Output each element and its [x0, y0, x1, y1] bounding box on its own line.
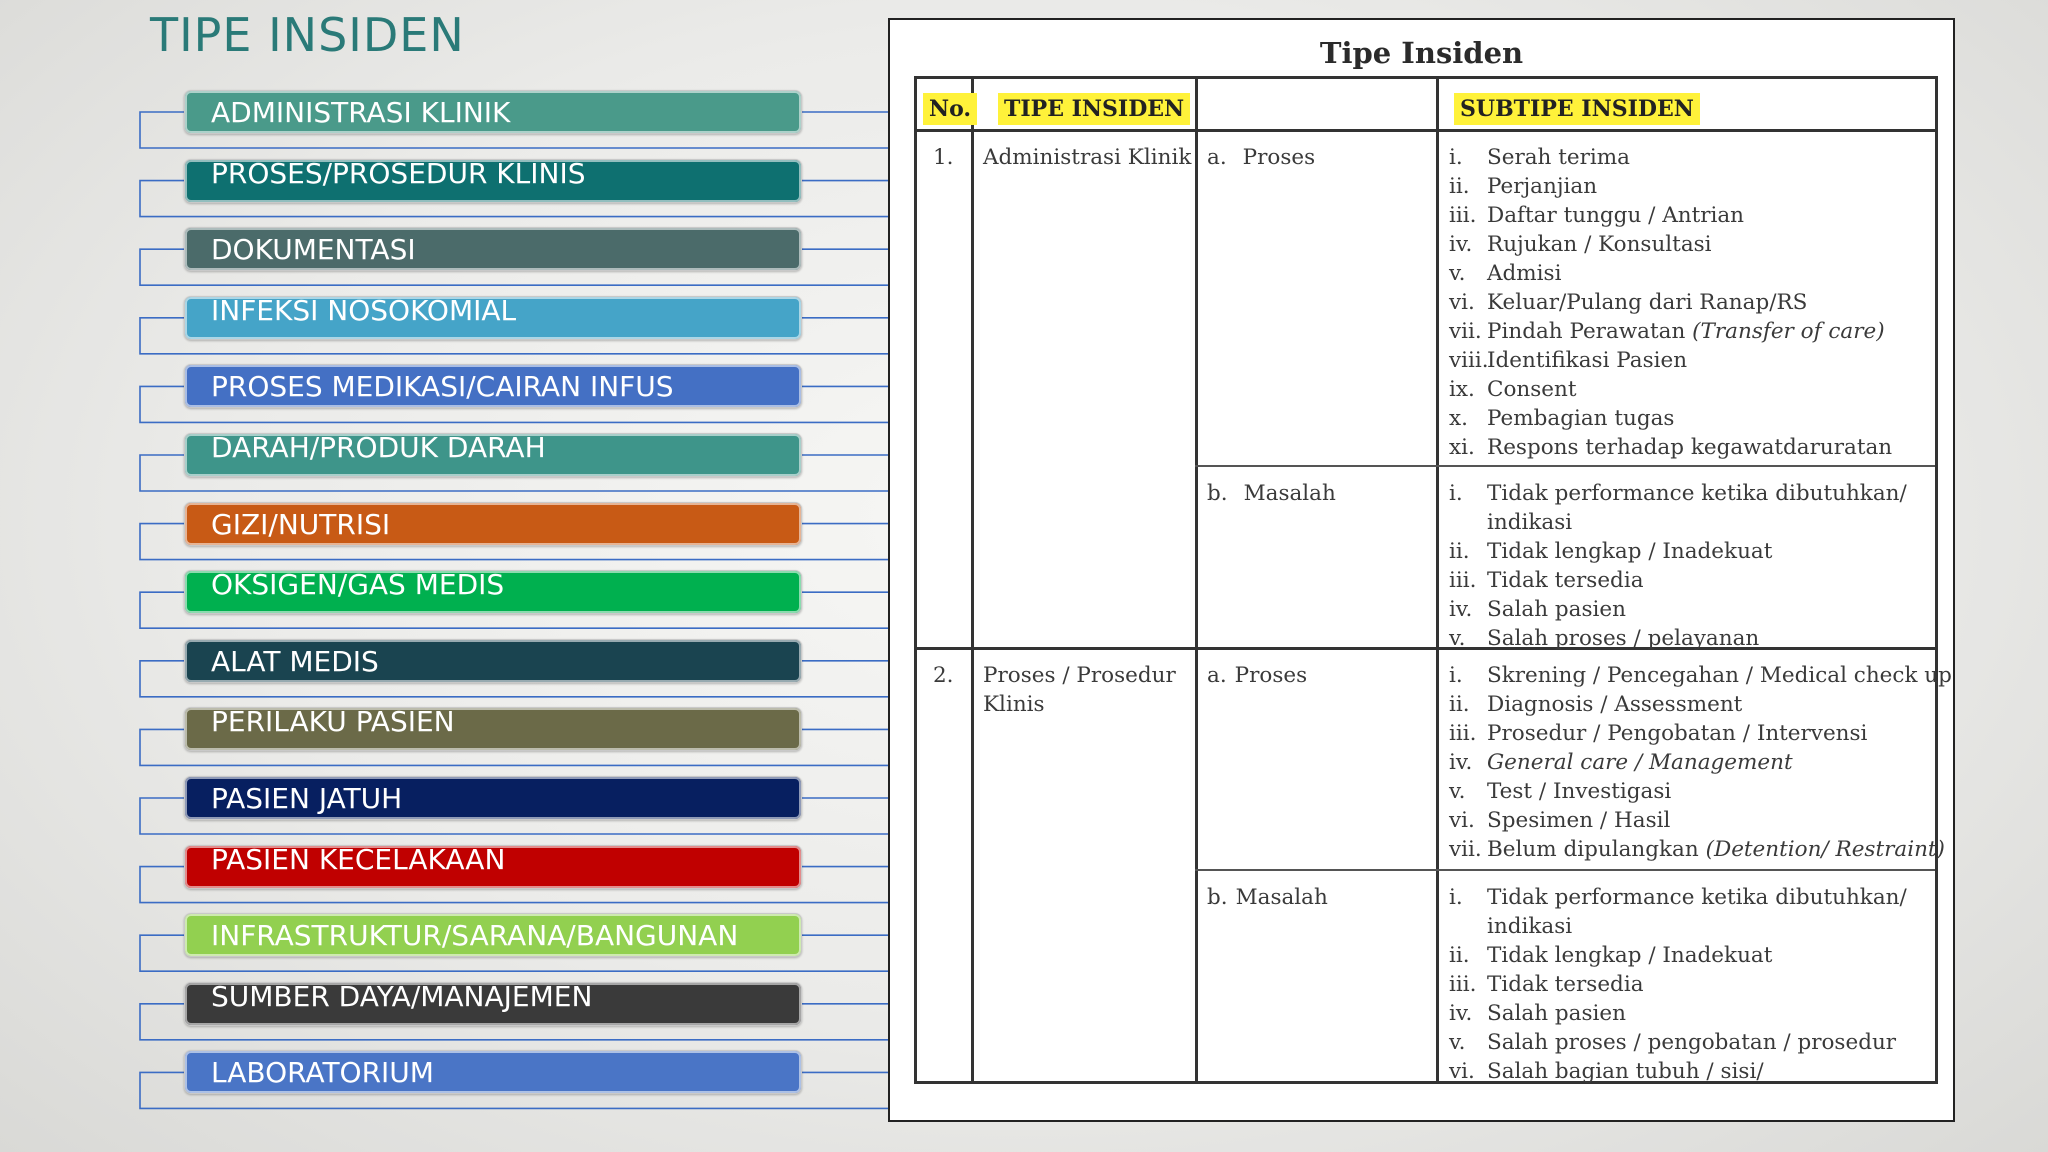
- item-numeral: ii.: [1449, 943, 1470, 968]
- subtype-item: [1449, 288, 1933, 317]
- subtype-item: [1449, 999, 1933, 1028]
- subtype-item: [1449, 143, 1933, 172]
- item-text: Salah pasien: [1487, 1001, 1626, 1026]
- category-label: GIZI/NUTRISI: [211, 507, 391, 541]
- row-number: 2.: [933, 663, 954, 688]
- subtype-list: [1449, 479, 1933, 653]
- item-text: Tidak tersedia: [1487, 568, 1644, 593]
- header-subtipe-insiden: SUBTIPE INSIDEN: [1454, 93, 1700, 125]
- subtype-item: [1449, 230, 1933, 259]
- item-text: Rujukan / Konsultasi: [1487, 232, 1712, 257]
- category-bar: [184, 707, 802, 751]
- subtype-item: [1449, 883, 1933, 941]
- item-text: Diagnosis / Assessment: [1487, 692, 1743, 717]
- item-numeral: i.: [1449, 145, 1463, 170]
- group-name: Proses: [1242, 145, 1316, 170]
- item-text: Belum dipulangkan: [1487, 837, 1699, 862]
- subtype-group: [1207, 479, 1427, 508]
- item-text: Tidak performance ketika dibutuhkan/ indikasi: [1487, 885, 1907, 939]
- item-text: Admisi: [1487, 261, 1562, 286]
- category-bar: [184, 502, 802, 546]
- category-label: ALAT MEDIS: [211, 644, 379, 678]
- incident-type: Administrasi Klinik: [983, 145, 1192, 170]
- item-numeral: i.: [1449, 663, 1463, 688]
- item-numeral: v.: [1449, 626, 1466, 651]
- column-divider: [1195, 79, 1198, 1081]
- item-numeral: iii.: [1449, 721, 1477, 746]
- item-text: Serah terima: [1487, 145, 1630, 170]
- item-text: Spesimen / Hasil: [1487, 808, 1671, 833]
- subtype-item: [1449, 970, 1933, 999]
- item-numeral: vi.: [1449, 808, 1475, 833]
- item-text: Daftar tunggu / Antrian: [1487, 203, 1745, 228]
- subtype-item: [1449, 624, 1933, 653]
- category-bar: [184, 982, 802, 1026]
- subtype-group: [1207, 143, 1427, 172]
- subtype-list: [1449, 883, 1933, 1086]
- item-numeral: ix.: [1449, 377, 1475, 402]
- category-bar: [184, 776, 802, 820]
- item-text: Salah bagian tubuh / sisi/: [1487, 1059, 1764, 1084]
- item-text: Perjanjian: [1487, 174, 1598, 199]
- subtype-item: [1449, 172, 1933, 201]
- incident-table: [914, 76, 1952, 1084]
- item-text: Pembagian tugas: [1487, 406, 1675, 431]
- category-bar: [184, 296, 802, 340]
- item-numeral: ii.: [1449, 539, 1470, 564]
- item-numeral: x.: [1449, 406, 1468, 431]
- header-tipe-insiden: TIPE INSIDEN: [998, 93, 1190, 125]
- subtype-item: [1449, 806, 1933, 835]
- item-numeral: ii.: [1449, 174, 1470, 199]
- category-label: INFRASTRUKTUR/SARANA/BANGUNAN: [211, 919, 739, 953]
- item-text: Skrening / Pencegahan / Medical check up: [1487, 663, 1952, 688]
- subtype-item: [1449, 1057, 1933, 1086]
- category-label: PASIEN JATUH: [211, 782, 403, 815]
- category-bar: [184, 845, 802, 889]
- category-label: SUMBER DAYA/MANAJEMEN: [211, 981, 593, 1013]
- subtype-item: [1449, 1028, 1933, 1057]
- category-label: INFEKSI NOSOKOMIAL: [211, 295, 517, 327]
- subtype-item: [1449, 595, 1933, 624]
- item-numeral: i.: [1449, 885, 1463, 910]
- item-numeral: iv.: [1449, 232, 1473, 257]
- row-number: 1.: [933, 145, 954, 170]
- item-numeral: i.: [1449, 481, 1463, 506]
- slide-title: TIPE INSIDEN: [150, 8, 465, 62]
- item-numeral: viii.: [1449, 348, 1489, 373]
- subtype-item: [1449, 404, 1933, 433]
- category-label: PROSES/PROSEDUR KLINIS: [211, 158, 586, 190]
- group-letter: a.: [1207, 663, 1227, 688]
- group-divider: [1195, 465, 1935, 467]
- item-numeral: vii.: [1449, 319, 1482, 344]
- category-label: DOKUMENTASI: [211, 233, 416, 267]
- subtype-item: [1449, 433, 1933, 462]
- item-text: Tidak tersedia: [1487, 972, 1644, 997]
- item-text: Keluar/Pulang dari Ranap/RS: [1487, 290, 1808, 315]
- subtype-item: [1449, 835, 1945, 864]
- incident-type: Proses / Prosedur Klinis: [983, 663, 1176, 717]
- item-numeral: v.: [1449, 1030, 1466, 1055]
- category-label: LABORATORIUM: [211, 1056, 434, 1090]
- item-numeral: iv.: [1449, 1001, 1473, 1026]
- item-numeral: ii.: [1449, 692, 1470, 717]
- subtype-item: [1449, 661, 1952, 690]
- item-text: Consent: [1487, 377, 1577, 402]
- item-numeral: iii.: [1449, 568, 1477, 593]
- item-numeral: v.: [1449, 779, 1466, 804]
- subtype-item: [1449, 317, 1933, 346]
- document-panel: [888, 18, 1955, 1122]
- category-bar: [184, 364, 802, 408]
- group-name: Proses: [1234, 663, 1308, 688]
- item-text: Pindah Perawatan: [1487, 319, 1686, 344]
- category-bar: [184, 159, 802, 203]
- item-numeral: v.: [1449, 261, 1466, 286]
- category-bar: [184, 227, 802, 271]
- subtype-item: [1449, 259, 1933, 288]
- subtype-group: [1207, 883, 1427, 912]
- subtype-item: [1449, 690, 1933, 719]
- header-divider: [917, 129, 1935, 132]
- category-label: PERILAKU PASIEN: [211, 707, 455, 739]
- subtype-item: [1449, 479, 1933, 537]
- category-bar: [184, 433, 802, 477]
- group-letter: b.: [1207, 481, 1228, 506]
- column-divider: [1436, 79, 1439, 1081]
- category-bars: [0, 0, 900, 1152]
- item-italic-text: (Detention/ Restraint): [1705, 837, 1945, 862]
- group-name: Masalah: [1243, 481, 1336, 506]
- category-bar: [184, 570, 802, 614]
- subtype-list: [1449, 143, 1933, 462]
- item-numeral: iv.: [1449, 750, 1473, 775]
- subtype-item: [1449, 777, 1933, 806]
- group-divider: [1195, 869, 1935, 871]
- group-letter: b.: [1207, 885, 1228, 910]
- item-numeral: vi.: [1449, 1059, 1475, 1084]
- subtype-item: [1449, 748, 1933, 777]
- item-numeral: iv.: [1449, 597, 1473, 622]
- item-italic-text: (Transfer of care): [1692, 319, 1885, 344]
- category-bar: [184, 1050, 802, 1094]
- group-letter: a.: [1207, 145, 1227, 170]
- item-text: Salah proses / pengobatan / prosedur: [1487, 1030, 1897, 1055]
- subtype-item: [1449, 375, 1933, 404]
- subtype-item: [1449, 719, 1933, 748]
- item-text: Salah pasien: [1487, 597, 1626, 622]
- header-no: No.: [923, 93, 977, 125]
- group-name: Masalah: [1235, 885, 1328, 910]
- item-italic-text: General care / Management: [1487, 750, 1793, 775]
- item-numeral: iii.: [1449, 972, 1477, 997]
- item-numeral: iii.: [1449, 203, 1477, 228]
- subtype-item: [1449, 346, 1933, 375]
- subtype-item: [1449, 566, 1933, 595]
- item-numeral: vii.: [1449, 837, 1482, 862]
- subtype-item: [1449, 941, 1933, 970]
- item-text: Test / Investigasi: [1487, 779, 1672, 804]
- item-text: Identifikasi Pasien: [1487, 348, 1688, 373]
- document-title: Tipe Insiden: [1319, 36, 1524, 70]
- subtype-item: [1449, 537, 1933, 566]
- subtype-item: [1449, 201, 1933, 230]
- category-label: PASIEN KECELAKAAN: [211, 844, 506, 876]
- column-divider: [971, 79, 974, 1081]
- item-text: Prosedur / Pengobatan / Intervensi: [1487, 721, 1868, 746]
- subtype-list: [1449, 661, 1952, 864]
- item-numeral: vi.: [1449, 290, 1475, 315]
- category-label: ADMINISTRASI KLINIK: [211, 96, 511, 129]
- category-bar: [184, 913, 802, 957]
- category-label: PROSES MEDIKASI/CAIRAN INFUS: [211, 370, 674, 404]
- category-bar: [184, 639, 802, 683]
- item-text: Tidak lengkap / Inadekuat: [1487, 943, 1773, 968]
- item-text: Salah proses / pelayanan: [1487, 626, 1760, 651]
- category-bar: [184, 90, 802, 134]
- item-text: Tidak lengkap / Inadekuat: [1487, 539, 1773, 564]
- item-text: Respons terhadap kegawatdaruratan: [1487, 435, 1893, 460]
- item-text: Tidak performance ketika dibutuhkan/ indikasi: [1487, 481, 1907, 535]
- category-label: DARAH/PRODUK DARAH: [211, 433, 546, 464]
- item-numeral: xi.: [1449, 435, 1475, 460]
- subtype-group: [1207, 661, 1427, 690]
- category-label: OKSIGEN/GAS MEDIS: [211, 570, 505, 602]
